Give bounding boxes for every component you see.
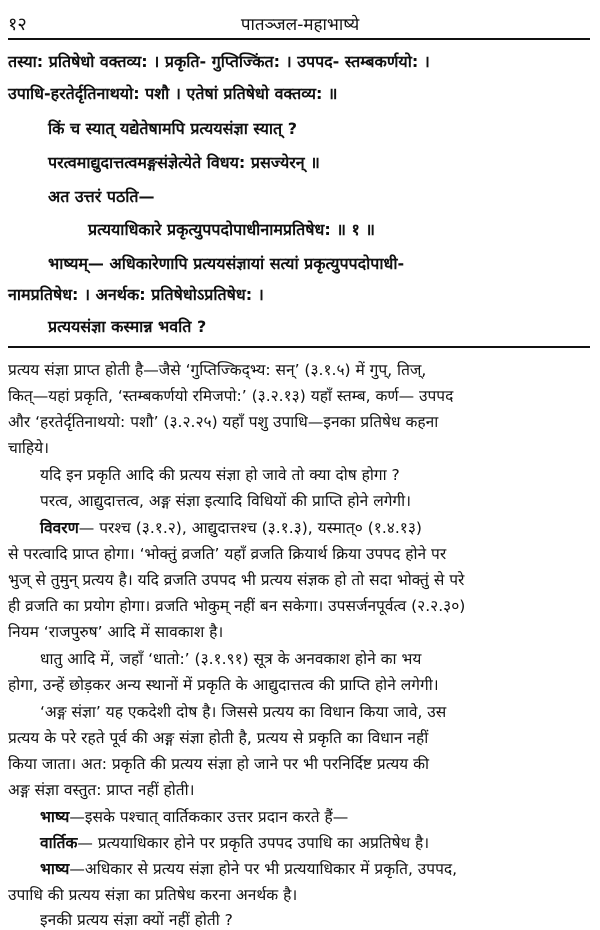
hindi-line: वार्तिक— प्रत्ययाधिकार होने पर प्रकृति उपपद उपाधि का अप्रतिषेध है।	[40, 834, 430, 852]
hindi-line: किया जाता। अत: प्रकृति की प्रत्यय संज्ञा हो जाने पर भी परनिर्दिष्ट प्रत्यय की	[8, 755, 430, 773]
vivaran-label: विवरण	[40, 519, 79, 537]
hindi-line: भुज् से तुमुन् प्रत्यय है। यदि व्रजति उपपद भी प्रत्यय संज्ञक हो तो सदा भोक्तुं से परे	[8, 571, 465, 589]
sanskrit-line: अत उत्तरं पठति—	[48, 187, 155, 206]
hindi-line: भाष्य—इसके पश्चात् वार्तिककार उत्तर प्रदान करते हैं—	[40, 808, 349, 826]
hindi-line: यदि इन प्रकृति आदि की प्रत्यय संज्ञा हो जावे तो क्या दोष होगा ?	[40, 466, 400, 484]
bhashya-label: भाष्य	[40, 808, 70, 826]
sanskrit-line: भाष्यम्— अधिकारेणापि प्रत्ययसंज्ञायां सत्यां प्रकृत्युपपदोपाधी-	[48, 254, 405, 273]
bhashya-label: भाष्य	[40, 860, 70, 878]
page-number: १२	[8, 14, 27, 35]
hindi-line: से परत्वादि प्राप्त होगा। ‘भोक्तुं व्रजति’ यहाँ व्रजति क्रियार्थ क्रिया उपपद होने पर	[8, 545, 447, 563]
hindi-line: धातु आदि में, जहाँ ‘धातो:’ (३.१.९१) सूत्र के अनवकाश होने का भय	[40, 650, 422, 668]
header-rule	[8, 38, 590, 40]
section-rule	[8, 346, 590, 348]
sanskrit-line: तस्या: प्रतिषेधो वक्तव्य: । प्रकृति- गुप्तिज्किंत: । उपपद- स्तम्बकर्णयो: ।	[8, 52, 430, 71]
vartik-label: वार्तिक	[40, 834, 78, 852]
hindi-line: उपाधि की प्रत्यय संज्ञा का प्रतिषेध करना अनर्थक है।	[8, 886, 298, 904]
sanskrit-line: उपाधि-हरतेर्दृतिनाथयो: पशौ । एतेषां प्रतिषेधो वक्तव्य: ॥	[8, 84, 338, 103]
hindi-line: अङ्ग संज्ञा वस्तुत: प्राप्त नहीं होती।	[8, 781, 195, 799]
sanskrit-line: नामप्रतिषेध: । अनर्थक: प्रतिषेधोऽप्रतिषेध: ।	[8, 285, 264, 304]
hindi-line: और ‘हरतेर्दृतिनाथयो: पशौ’ (३.२.२५) यहाँ पशु उपाधि—इनका प्रतिषेध कहना	[8, 413, 439, 431]
page-header	[0, 6, 600, 36]
hindi-line: इनकी प्रत्यय संज्ञा क्यों नहीं होती ?	[40, 911, 233, 929]
hindi-line: परत्व, आद्युदात्तत्व, अङ्ग संज्ञा इत्यादि विधियों की प्राप्ति होने लगेगी।	[40, 492, 412, 510]
hindi-line: कित्—यहां प्रकृति, ‘स्तम्बकर्णयो रमिजपो:’ (३.२.१३) यहाँ स्तम्ब, कर्ण— उपपद	[8, 387, 454, 405]
sanskrit-line: परत्वमाद्युदात्तत्वमङ्गसंज्ञेत्येते विधय: प्रसज्येरन् ॥	[48, 153, 320, 172]
hindi-line: प्रत्यय संज्ञा प्राप्त होती है—जैसे ‘गुप्तिज्किद्भ्य: सन्’ (३.१.५) में गुप्, तिज्,	[8, 361, 427, 379]
hindi-line: होगा, उन्हें छोड़कर अन्य स्थानों में प्रकृति के आद्युदात्तत्व की प्राप्ति होने लगेगी।	[8, 676, 439, 694]
page-title: पातञ्जल-महाभाष्ये	[240, 15, 360, 35]
sanskrit-line: प्रत्ययसंज्ञा कस्मान्न भवति ?	[48, 317, 207, 336]
hindi-line: ‘अङ्ग संज्ञा’ यह एकदेशी दोष है। जिससे प्रत्यय का विधान किया जावे, उस	[40, 703, 447, 721]
sanskrit-line: किं च स्यात् यद्येतेषामपि प्रत्ययसंज्ञा स्यात् ?	[48, 119, 298, 138]
hindi-line: प्रत्यय के परे रहते पूर्व की अङ्ग संज्ञा होती है, प्रत्यय से प्रकृति का विधान नहीं	[8, 729, 429, 747]
hindi-line: भाष्य—अधिकार से प्रत्यय संज्ञा होने पर भी प्रत्ययाधिकार में प्रकृति, उपपद,	[40, 860, 458, 878]
vartika-sutra: प्रत्ययाधिकारे प्रकृत्युपपदोपाधीनामप्रतिषेध: ॥ १ ॥	[88, 220, 375, 239]
hindi-line: विवरण— परश्च (३.१.२), आद्युदात्तश्च (३.१.३), यस्मात्० (१.४.१३)	[40, 519, 422, 537]
hindi-line: नियम ‘राजपुरुष’ आदि में सावकाश है।	[8, 623, 224, 641]
hindi-line: ही व्रजति का प्रयोग होगा। व्रजति भोकुम् नहीं बन सकेगा। उपसर्जनपूर्वत्व (२.२.३०)	[8, 597, 466, 615]
hindi-line: चाहिये।	[8, 439, 49, 457]
